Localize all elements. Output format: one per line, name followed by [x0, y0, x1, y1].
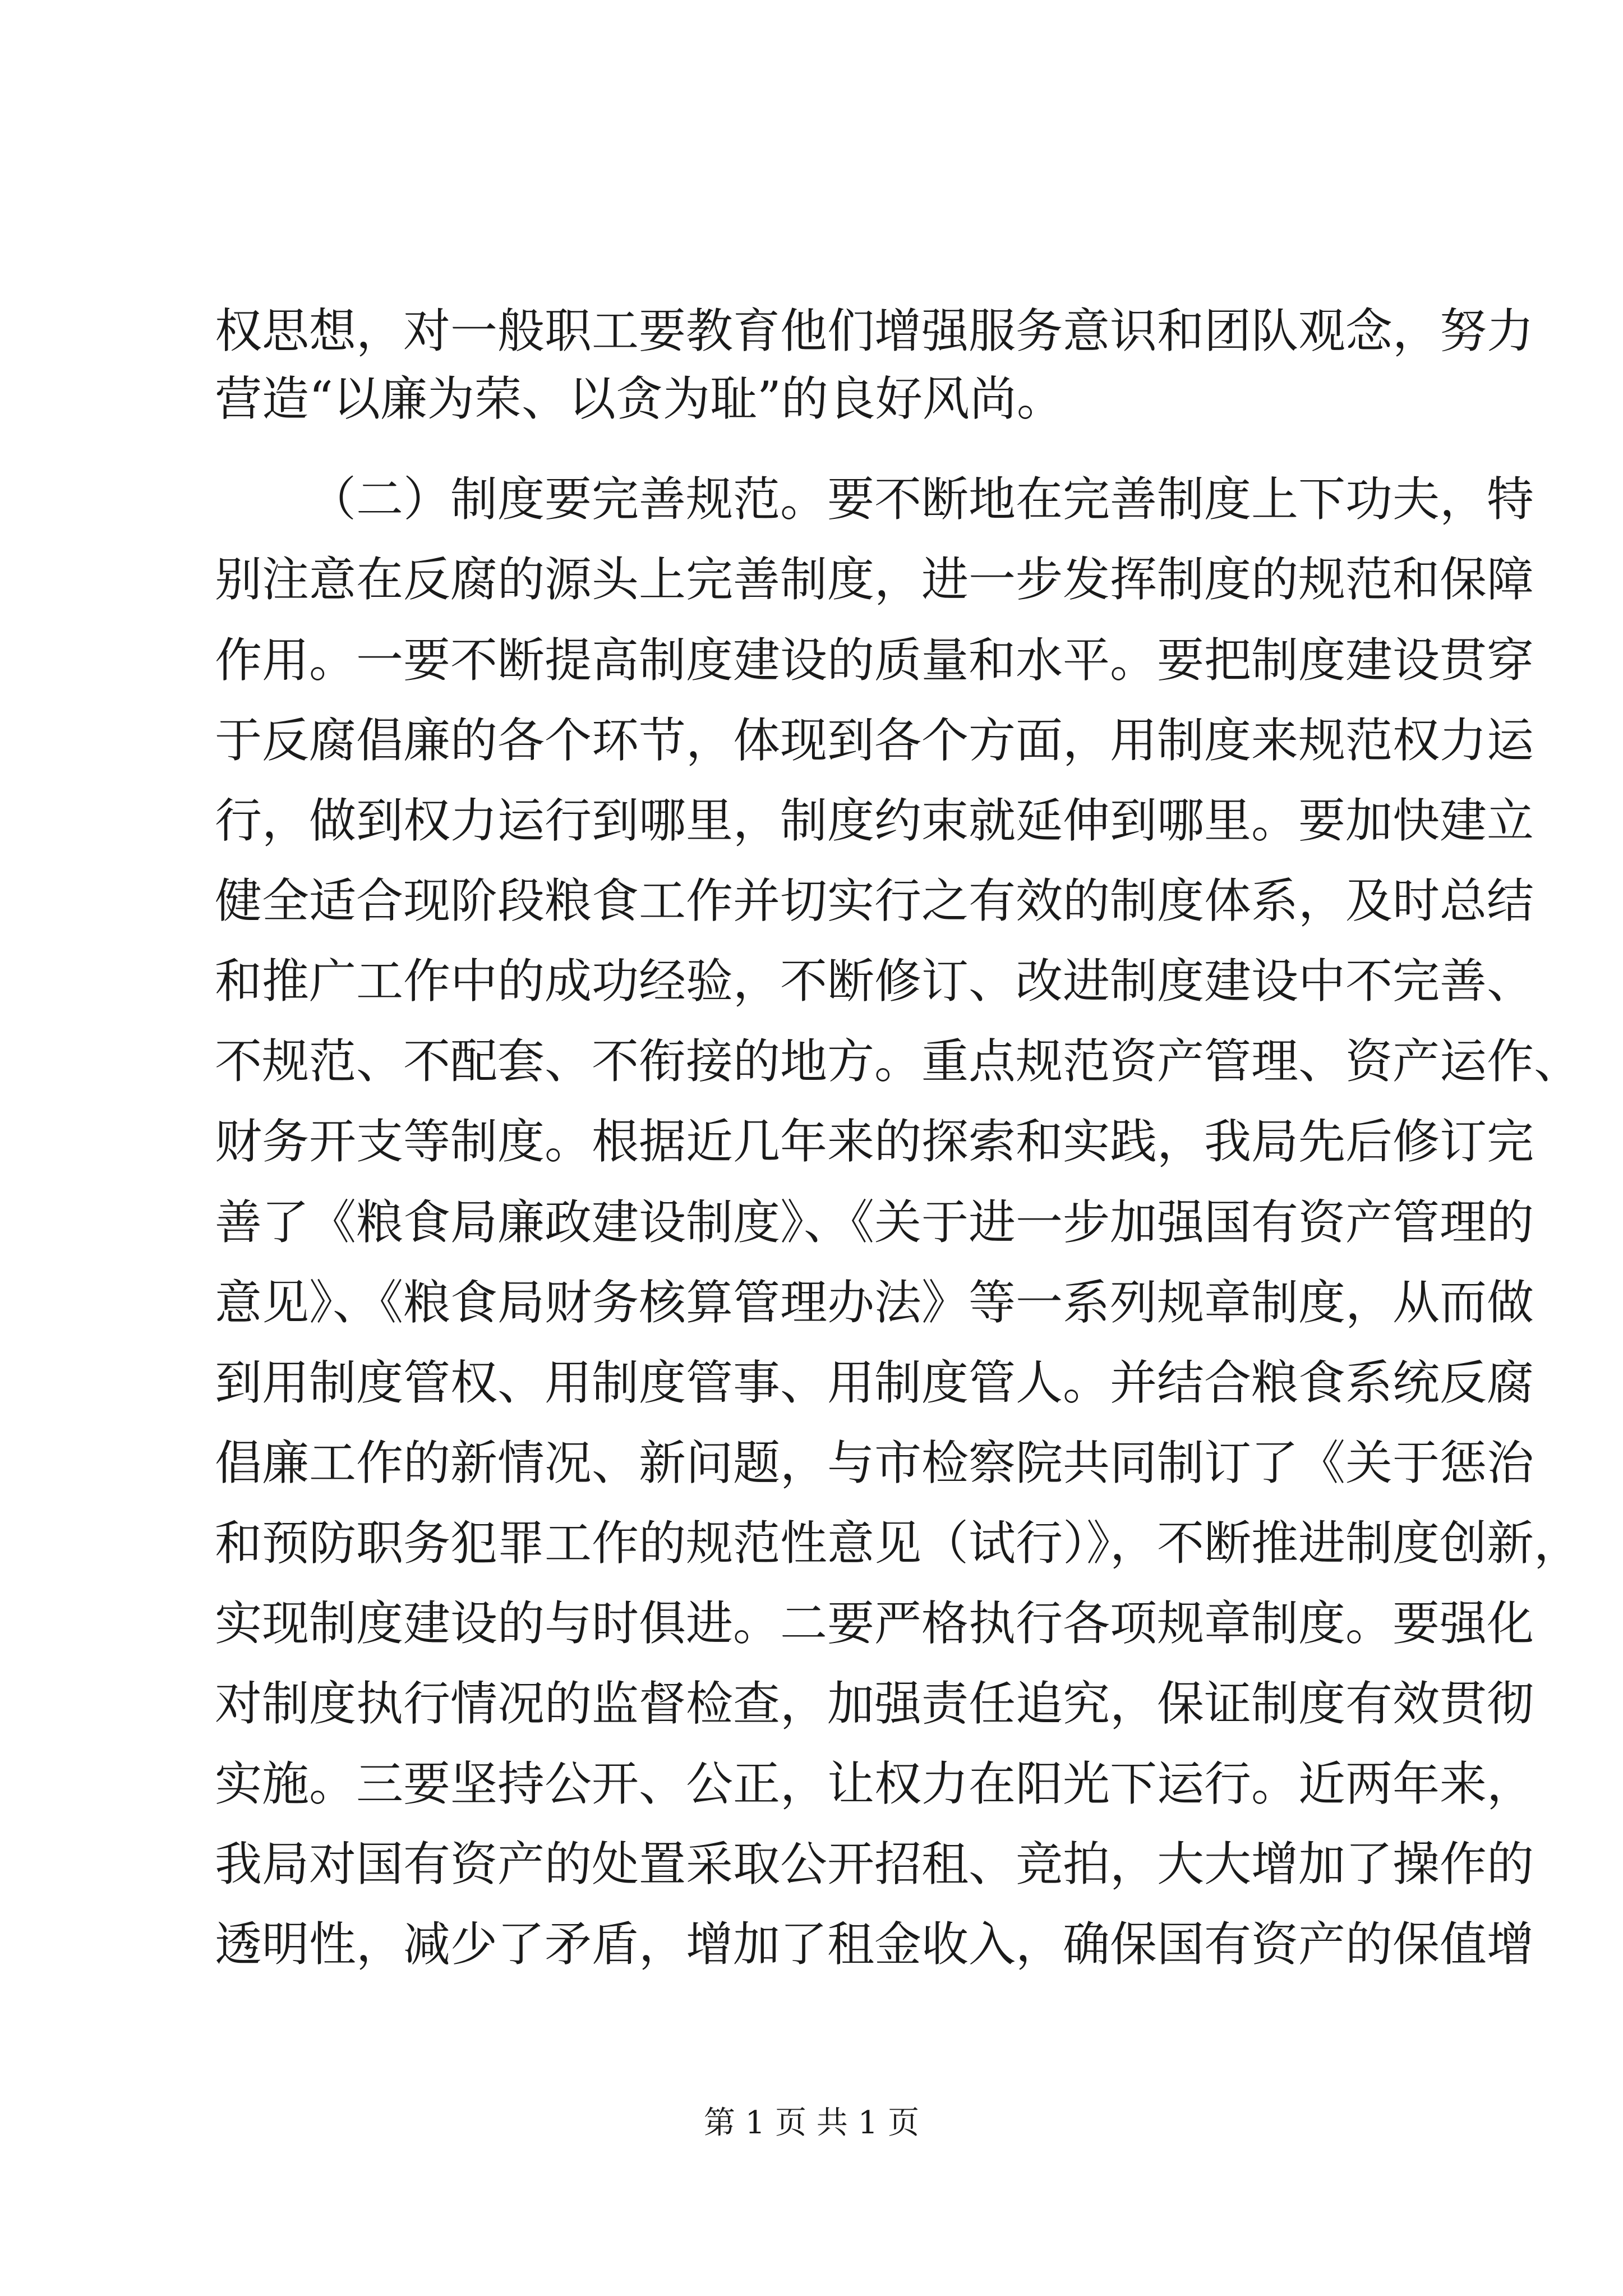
text-line: 我局对国有资产的处置采取公开招租、竞拍，大大增加了操作的 [215, 1837, 1534, 1892]
text-line: 财务开支等制度。根据近几年来的探索和实践，我局先后修订完 [215, 1114, 1534, 1169]
text-line: 和预防职务犯罪工作的规范性意见（试行）》，不断推进制度创新， [215, 1516, 1581, 1571]
text-line: 不规范、不配套、不衔接的地方。重点规范资产管理、资产运作、 [215, 1034, 1581, 1089]
text-line: 透明性，减少了矛盾，增加了租金收入，确保国有资产的保值增 [215, 1917, 1534, 1972]
text-line: 倡廉工作的新情况、新问题，与市检察院共同制订了《关于惩治 [215, 1435, 1534, 1490]
text-line: 意见》、《粮食局财务核算管理办法》等一系列规章制度，从而做 [215, 1275, 1534, 1330]
text-line: 权思想，对一般职工要教育他们增强服务意识和团队观念，努力 [215, 303, 1534, 358]
text-line: 到用制度管权、用制度管事、用制度管人。并结合粮食系统反腐 [215, 1355, 1534, 1410]
text-line: 别注意在反腐的源头上完善制度，进一步发挥制度的规范和保障 [215, 552, 1534, 607]
text-line: 行，做到权力运行到哪里，制度约束就延伸到哪里。要加快建立 [215, 793, 1534, 848]
text-line: 对制度执行情况的监督检查，加强责任追究，保证制度有效贯彻 [215, 1676, 1534, 1731]
text-line: 和推广工作中的成功经验，不断修订、改进制度建设中不完善、 [215, 954, 1534, 1009]
text-line: 实施。三要坚持公开、公正，让权力在阳光下运行。近两年来， [215, 1756, 1534, 1811]
paragraph-heading-line: （二）制度要完善规范。要不断地在完善制度上下功夫，特 [309, 472, 1534, 527]
page-number-footer: 第 1 页 共 1 页 [703, 2105, 920, 2141]
text-line: 实现制度建设的与时俱进。二要严格执行各项规章制度。要强化 [215, 1596, 1534, 1651]
text-line: 营造“以廉为荣、以贪为耻”的良好风尚。 [215, 371, 1064, 426]
text-line: 健全适合现阶段粮食工作并切实行之有效的制度体系，及时总结 [215, 873, 1534, 928]
text-line: 善了《粮食局廉政建设制度》、《关于进一步加强国有资产管理的 [215, 1195, 1534, 1250]
text-line: 作用。一要不断提高制度建设的质量和水平。要把制度建设贯穿 [215, 633, 1534, 688]
text-line: 于反腐倡廉的各个环节，体现到各个方面，用制度来规范权力运 [215, 713, 1534, 768]
